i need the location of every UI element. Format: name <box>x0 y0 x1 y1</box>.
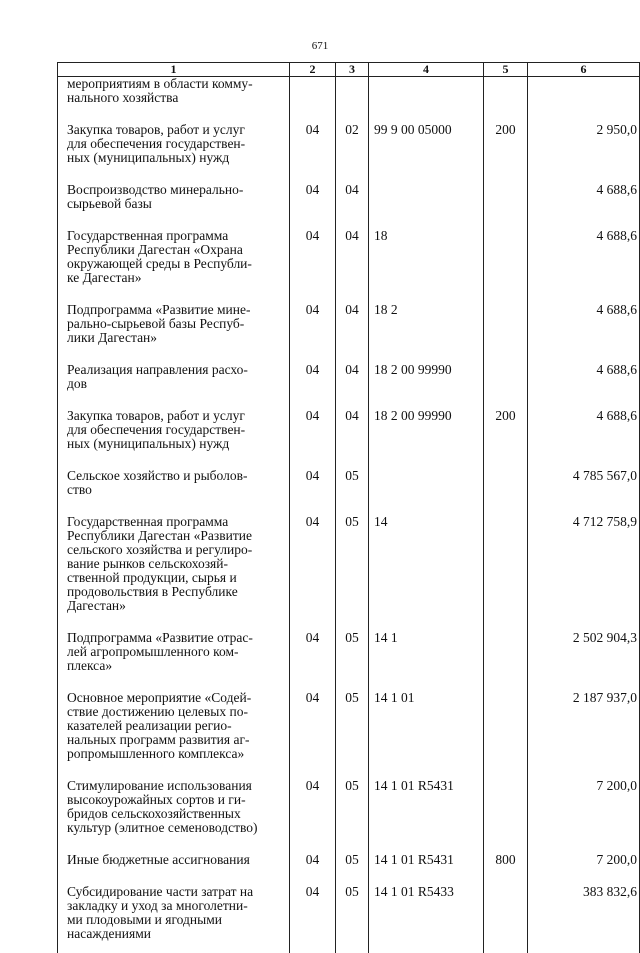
spacer-cell <box>336 941 369 953</box>
row-expense-type <box>484 363 528 391</box>
row-section: 04 <box>290 303 336 345</box>
row-spacer <box>58 941 640 953</box>
row-name: Сельское хозяйство и рыболов- ство <box>58 469 290 497</box>
row-expense-type <box>484 515 528 613</box>
row-section: 04 <box>290 853 336 867</box>
table-row <box>58 303 640 345</box>
spacer-cell <box>528 761 640 779</box>
column-header-2: 2 <box>290 63 336 77</box>
spacer-cell <box>528 211 640 229</box>
row-target-article <box>369 183 484 211</box>
spacer-cell <box>369 761 484 779</box>
row-name: Закупка товаров, работ и услуг для обеспечения государствен- ных (муниципальных) нужд <box>58 123 290 165</box>
row-name: Закупка товаров, работ и услуг для обеспечения государствен- ных (муниципальных) нужд <box>58 409 290 451</box>
row-target-article: 14 1 01 R5433 <box>369 885 484 941</box>
row-spacer <box>58 345 640 363</box>
spacer-cell <box>369 105 484 123</box>
row-expense-type <box>484 631 528 673</box>
row-name: Стимулирование использования высокоурожайных сортов и ги- бридов сельскохозяйственных культур (элитное семеноводство) <box>58 779 290 835</box>
spacer-cell <box>528 613 640 631</box>
table-row <box>58 77 640 106</box>
row-expense-type <box>484 303 528 345</box>
row-spacer <box>58 835 640 853</box>
row-amount: 2 950,0 <box>528 123 640 165</box>
row-amount: 2 502 904,3 <box>528 631 640 673</box>
row-amount: 7 200,0 <box>528 853 640 867</box>
row-amount: 4 712 758,9 <box>528 515 640 613</box>
spacer-cell <box>290 391 336 409</box>
row-expense-type <box>484 469 528 497</box>
row-name: Субсидирование части затрат на закладку и уход за многолетни- ми плодовыми и ягодными насаждениями <box>58 885 290 941</box>
spacer-cell <box>58 497 290 515</box>
row-section: 04 <box>290 631 336 673</box>
row-spacer <box>58 497 640 515</box>
spacer-cell <box>369 285 484 303</box>
table-row <box>58 363 640 391</box>
row-spacer <box>58 391 640 409</box>
spacer-cell <box>484 835 528 853</box>
row-amount <box>528 77 640 106</box>
row-name: Подпрограмма «Развитие мине- рально-сырьевой базы Респуб- лики Дагестан» <box>58 303 290 345</box>
spacer-cell <box>369 211 484 229</box>
spacer-cell <box>484 165 528 183</box>
row-expense-type: 800 <box>484 853 528 867</box>
row-amount: 4 688,6 <box>528 183 640 211</box>
spacer-cell <box>528 497 640 515</box>
row-target-article: 14 <box>369 515 484 613</box>
row-subsection: 04 <box>336 229 369 285</box>
row-subsection: 04 <box>336 409 369 451</box>
table-row <box>58 123 640 165</box>
row-spacer <box>58 867 640 885</box>
spacer-cell <box>290 835 336 853</box>
row-spacer <box>58 451 640 469</box>
row-section: 04 <box>290 229 336 285</box>
table-row <box>58 183 640 211</box>
spacer-cell <box>484 451 528 469</box>
row-expense-type: 200 <box>484 123 528 165</box>
spacer-cell <box>528 451 640 469</box>
spacer-cell <box>369 165 484 183</box>
row-expense-type <box>484 77 528 106</box>
spacer-cell <box>290 497 336 515</box>
table-row <box>58 779 640 835</box>
row-amount: 4 688,6 <box>528 409 640 451</box>
row-name: Подпрограмма «Развитие отрас- лей агропромышленного ком- плекса» <box>58 631 290 673</box>
row-section: 04 <box>290 885 336 941</box>
spacer-cell <box>290 613 336 631</box>
spacer-cell <box>484 941 528 953</box>
spacer-cell <box>336 835 369 853</box>
row-subsection: 02 <box>336 123 369 165</box>
row-target-article: 18 2 00 99990 <box>369 363 484 391</box>
row-target-article <box>369 77 484 106</box>
spacer-cell <box>290 941 336 953</box>
row-target-article <box>369 469 484 497</box>
column-header-3: 3 <box>336 63 369 77</box>
spacer-cell <box>484 211 528 229</box>
spacer-cell <box>58 391 290 409</box>
table-row <box>58 853 640 867</box>
column-header-4: 4 <box>369 63 484 77</box>
spacer-cell <box>58 105 290 123</box>
row-section: 04 <box>290 183 336 211</box>
row-section <box>290 77 336 106</box>
page-number: 671 <box>0 40 640 52</box>
row-amount: 4 688,6 <box>528 303 640 345</box>
spacer-cell <box>336 497 369 515</box>
spacer-cell <box>528 835 640 853</box>
spacer-cell <box>58 867 290 885</box>
row-subsection <box>336 77 369 106</box>
row-subsection: 05 <box>336 469 369 497</box>
column-header-1: 1 <box>58 63 290 77</box>
row-amount: 4 688,6 <box>528 229 640 285</box>
header-row <box>58 63 640 77</box>
spacer-cell <box>58 673 290 691</box>
spacer-cell <box>290 211 336 229</box>
row-target-article: 99 9 00 05000 <box>369 123 484 165</box>
table-row <box>58 229 640 285</box>
spacer-cell <box>58 941 290 953</box>
spacer-cell <box>528 391 640 409</box>
row-expense-type <box>484 183 528 211</box>
spacer-cell <box>58 761 290 779</box>
row-name: Государственная программа Республики Дагестан «Охрана окружающей среды в Республи- ке Дагестан» <box>58 229 290 285</box>
row-subsection: 05 <box>336 853 369 867</box>
row-section: 04 <box>290 469 336 497</box>
row-name: мероприятиям в области комму- нального хозяйства <box>58 77 290 106</box>
row-amount: 7 200,0 <box>528 779 640 835</box>
spacer-cell <box>369 867 484 885</box>
row-name: Воспроизводство минерально- сырьевой базы <box>58 183 290 211</box>
spacer-cell <box>290 165 336 183</box>
spacer-cell <box>484 345 528 363</box>
row-name: Государственная программа Республики Дагестан «Развитие сельского хозяйства и регулиро- вание рынков сельскохозяй- ственной продукции, сырья и продовольствия в Республике Дагестан» <box>58 515 290 613</box>
spacer-cell <box>369 451 484 469</box>
row-subsection: 05 <box>336 631 369 673</box>
row-expense-type: 200 <box>484 409 528 451</box>
spacer-cell <box>528 345 640 363</box>
spacer-cell <box>336 613 369 631</box>
spacer-cell <box>369 673 484 691</box>
spacer-cell <box>528 285 640 303</box>
spacer-cell <box>484 391 528 409</box>
spacer-cell <box>369 391 484 409</box>
row-expense-type <box>484 229 528 285</box>
table-row <box>58 885 640 941</box>
spacer-cell <box>484 285 528 303</box>
row-expense-type <box>484 885 528 941</box>
row-name: Реализация направления расхо- дов <box>58 363 290 391</box>
row-amount: 2 187 937,0 <box>528 691 640 761</box>
row-spacer <box>58 165 640 183</box>
row-target-article: 14 1 01 R5431 <box>369 853 484 867</box>
row-subsection: 05 <box>336 515 369 613</box>
spacer-cell <box>336 165 369 183</box>
row-amount: 4 785 567,0 <box>528 469 640 497</box>
table-row <box>58 691 640 761</box>
row-target-article: 14 1 01 <box>369 691 484 761</box>
row-target-article: 18 2 <box>369 303 484 345</box>
spacer-cell <box>528 105 640 123</box>
spacer-cell <box>290 867 336 885</box>
spacer-cell <box>336 105 369 123</box>
spacer-cell <box>369 613 484 631</box>
spacer-cell <box>290 673 336 691</box>
spacer-cell <box>528 867 640 885</box>
spacer-cell <box>58 285 290 303</box>
spacer-cell <box>484 497 528 515</box>
row-spacer <box>58 673 640 691</box>
spacer-cell <box>484 673 528 691</box>
row-spacer <box>58 285 640 303</box>
row-spacer <box>58 613 640 631</box>
row-subsection: 04 <box>336 363 369 391</box>
spacer-cell <box>58 613 290 631</box>
spacer-cell <box>369 345 484 363</box>
spacer-cell <box>290 345 336 363</box>
table-body <box>58 77 640 953</box>
spacer-cell <box>336 673 369 691</box>
row-section: 04 <box>290 515 336 613</box>
spacer-cell <box>484 867 528 885</box>
spacer-cell <box>336 285 369 303</box>
row-target-article: 18 <box>369 229 484 285</box>
row-spacer <box>58 105 640 123</box>
row-spacer <box>58 761 640 779</box>
spacer-cell <box>528 941 640 953</box>
row-subsection: 04 <box>336 303 369 345</box>
table-row <box>58 631 640 673</box>
row-section: 04 <box>290 123 336 165</box>
spacer-cell <box>58 165 290 183</box>
spacer-cell <box>369 497 484 515</box>
row-section: 04 <box>290 363 336 391</box>
spacer-cell <box>58 451 290 469</box>
spacer-cell <box>336 761 369 779</box>
spacer-cell <box>58 345 290 363</box>
spacer-cell <box>336 345 369 363</box>
spacer-cell <box>528 165 640 183</box>
row-name: Иные бюджетные ассигнования <box>58 853 290 867</box>
row-subsection: 05 <box>336 691 369 761</box>
spacer-cell <box>58 835 290 853</box>
table-row <box>58 409 640 451</box>
spacer-cell <box>369 941 484 953</box>
row-subsection: 05 <box>336 779 369 835</box>
spacer-cell <box>58 211 290 229</box>
table-row <box>58 515 640 613</box>
row-spacer <box>58 211 640 229</box>
row-section: 04 <box>290 409 336 451</box>
row-section: 04 <box>290 779 336 835</box>
spacer-cell <box>336 451 369 469</box>
spacer-cell <box>336 867 369 885</box>
column-header-5: 5 <box>484 63 528 77</box>
row-amount: 383 832,6 <box>528 885 640 941</box>
row-subsection: 05 <box>336 885 369 941</box>
row-amount: 4 688,6 <box>528 363 640 391</box>
spacer-cell <box>484 613 528 631</box>
spacer-cell <box>528 673 640 691</box>
row-name: Основное мероприятие «Содей- ствие достижению целевых по- казателей реализации регио- нальных программ развития аг- ропромышленного комплекса» <box>58 691 290 761</box>
spacer-cell <box>484 761 528 779</box>
row-subsection: 04 <box>336 183 369 211</box>
spacer-cell <box>290 285 336 303</box>
table-row <box>58 469 640 497</box>
spacer-cell <box>290 761 336 779</box>
row-target-article: 14 1 01 R5431 <box>369 779 484 835</box>
spacer-cell <box>369 835 484 853</box>
budget-table <box>57 62 640 953</box>
row-target-article: 18 2 00 99990 <box>369 409 484 451</box>
spacer-cell <box>484 105 528 123</box>
row-expense-type <box>484 691 528 761</box>
column-header-6: 6 <box>528 63 640 77</box>
row-target-article: 14 1 <box>369 631 484 673</box>
row-section: 04 <box>290 691 336 761</box>
spacer-cell <box>336 391 369 409</box>
row-expense-type <box>484 779 528 835</box>
spacer-cell <box>336 211 369 229</box>
spacer-cell <box>290 105 336 123</box>
spacer-cell <box>290 451 336 469</box>
